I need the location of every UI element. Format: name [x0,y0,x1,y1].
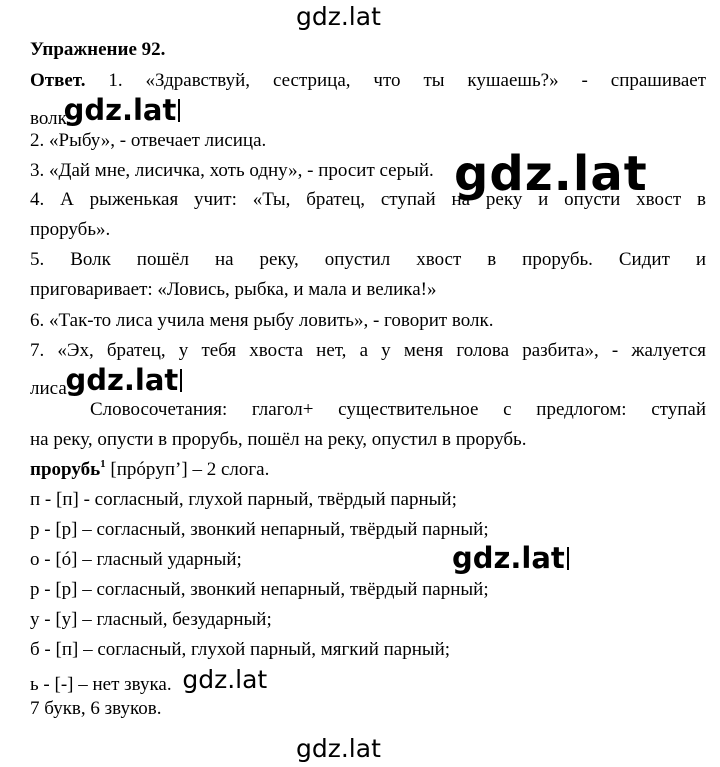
answer-label: Ответ. [30,70,86,91]
text-line-1b-body: волк. [30,108,72,129]
analysis-line-last [30,665,706,696]
text-line-5b: приговаривает: «Ловись, рыбка, и мала и велика!» [30,279,437,300]
text-line-7: 7. «Эх, братец, у тебя хвоста нет, а у меня голова разбита», - жалуется [30,340,706,361]
word-footnote-mark: 1 [100,458,106,470]
text-line-5: 5. Волк пошёл на реку, опустил хвост в прорубь. Сидит и [30,249,706,270]
text-line-7b-body: лиса. [30,378,72,399]
text-line-2: 2. «Рыбу», - отвечает лисица. [30,130,267,151]
text-line-6: 6. «Так-то лиса учила меня рыбу ловить», - говорит волк. [30,310,494,331]
watermark-5: gdz.lat [182,665,268,694]
text-line-4: 4. А рыженькая учит: «Ты, братец, ступай на реку и опусти хвост в [30,189,706,210]
analysis-line: р - [р] – согласный, звонкий непарный, твёрдый парный; [30,519,489,540]
word-heading [30,459,706,481]
analysis-line: р - [р] – согласный, звонкий непарный, твёрдый парный; [30,579,489,600]
watermark-3: gdz.lat [66,363,183,397]
analysis-line: п - [п] - согласный, глухой парный, твёрдый парный; [30,489,457,510]
analysis-line: у - [у] – гласный, безударный; [30,609,272,630]
exercise-title: Упражнение 92. [30,39,166,60]
text-line-1-body: 1. «Здравствуй, сестрица, что ты кушаешь?» - спрашивает [108,70,706,91]
analysis-line-body: ь - [-] – нет звука. [30,674,172,695]
summary-line: 7 букв, 6 звуков. [30,698,162,719]
watermark-1: gdz.lat [64,93,181,127]
analysis-line: о - [ó] – гласный ударный; [30,549,242,570]
watermark-2: gdz.lat [454,146,648,202]
watermark-bottom: gdz.lat [296,734,381,763]
collocations-line-2: на реку, опусти в прорубь, пошёл на реку, опустил в прорубь. [30,429,527,450]
text-line-1b [30,93,706,130]
text-line-7b [30,363,706,400]
collocations-line-1: Словосочетания: глагол+ существительное с предлогом: ступай [90,399,706,420]
word-transcription: [пpópуп’] – 2 слога. [105,459,270,480]
text-line-1 [30,70,706,92]
watermark-4: gdz.lat [452,544,569,573]
analysis-line: б - [п] – согласный, глухой парный, мягкий парный; [30,639,451,660]
text-line-3: 3. «Дай мне, лисичка, хоть одну», - просит серый. [30,160,434,181]
word-title: прорубь [30,459,101,480]
text-line-4b: прорубь». [30,219,111,240]
watermark-top: gdz.lat [296,2,381,31]
